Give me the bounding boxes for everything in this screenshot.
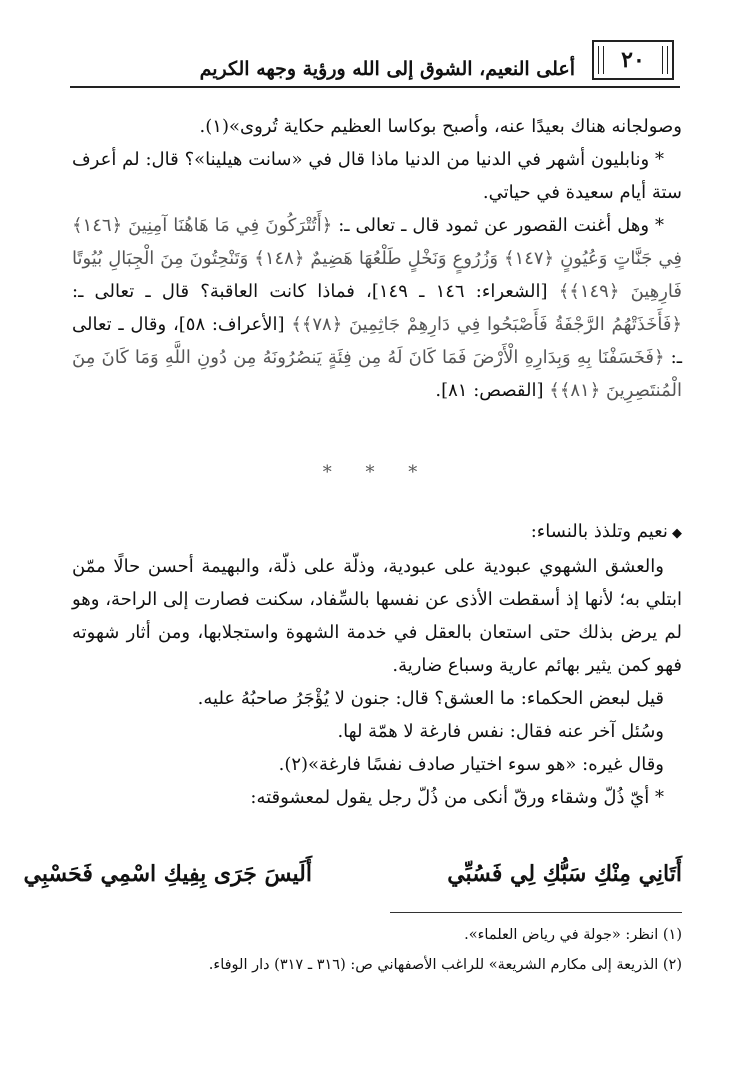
paragraph-humiliation: * أيّ ذُلّ وشقاء ورقّ أنكى من ذُلّ رجل يقول لمعشوقته: [250, 787, 664, 808]
paragraph-other: وقال غيره: «هو سوء اختيار صادف نفسًا فارغة»(٢). [278, 754, 664, 775]
footnote-2: (٢) الذريعة إلى مكارم الشريعة» للراغب الأصفهاني ص: (٣١٦ ـ ٣١٧) دار الوفاء. [208, 957, 682, 973]
section-title: ◆ نعيم وتلذذ بالنساء: [530, 521, 682, 542]
quran-verse-qasas: ﴿فَخَسَفْنَا بِهِ وَبِدَارِهِ الْأَرْضَ فَمَا كَانَ لَهُ مِن فِئَةٍ يَنصُرُونَهُ مِن دُونِ اللَّهِ وَمَا كَانَ مِنَ الْمُنتَصِرِينَ ﴿٨١﴾﴾ [72, 347, 682, 401]
page-header [70, 40, 680, 90]
running-title: أعلى النعيم، الشوق إلى الله ورؤية وجهه الكريم [199, 58, 575, 80]
footnotes [72, 920, 682, 980]
paragraph-thamud [72, 209, 682, 407]
reference-araf: [الأعراف: ٥٨]، وقال ـ تعالى ـ: [72, 314, 682, 368]
section-divider: * * * [322, 462, 432, 483]
footnote-1: (١) انظر: «جولة في رياض العلماء». [464, 927, 682, 943]
poem-hemistich-first: أَتَانِي مِنْكِ سَبُّكِ لِي فَسُبِّي [447, 861, 682, 887]
reference-qasas: [القصص: ٨١]. [435, 380, 550, 401]
poem-hemistich-second: أَلَيسَ جَرَى بِفِيكِ اسْمِي فَحَسْبِي [23, 861, 312, 887]
paragraph-asked: وسُئل آخر عنه فقال: نفس فارغة لا همّة لها. [337, 721, 664, 742]
thamud-intro: * وهل أغنت القصور عن ثمود قال ـ تعالى ـ: [332, 215, 664, 236]
paragraph-bokassa: وصولجانه هناك بعيدًا عنه، وأصبح بوكاسا العظيم حكاية تُروى»(١). [199, 116, 682, 137]
reference-shuara: [الشعراء: ١٤٦ ـ ١٤٩]، فماذا كانت العاقبة؟ قال ـ تعالى ـ: [72, 281, 559, 302]
paragraph-sages: قيل لبعض الحكماء: ما العشق؟ قال: جنون لا يُؤْجَرُ صاحبُهُ عليه. [197, 688, 664, 709]
main-text [72, 110, 682, 407]
quran-verse-shuara: ﴿أَتُتْرَكُونَ فِي مَا هَاهُنَا آمِنِينَ ﴿١٤٦﴾ فِي جَنَّاتٍ وَعُيُونٍ ﴿١٤٧﴾ وَزُرُوعٍ وَنَخْلٍ طَلْعُهَا هَضِيمٌ ﴿١٤٨﴾ وَتَنْحِتُونَ مِنَ الْجِبَالِ بُيُوتًا فَارِهِينَ ﴿١٤٩﴾﴾ [72, 215, 682, 302]
page-number-box [592, 40, 674, 80]
header-rule [70, 86, 680, 88]
paragraph-passion: والعشق الشهوي عبودية على عبودية، وذلّة على ذلّة، والبهيمة أحسن حالًا ممّن ابتلي به؛ لأنها إذ أسقطت الأذى عن نفسها بالسِّفاد، سكنت فصارت إلى الراحة، وهو لم يرض بذلك حتى استعان بالعقل في خدمة الشهوة واستجلابها، ومن أثار شهوته فهو كمن يثير بهائم عارية وسباع ضارية. [72, 556, 682, 676]
footnote-rule [390, 912, 682, 913]
bullet-icon: ◆ [667, 526, 682, 541]
page-number: ٢٠ [621, 47, 645, 73]
section-women [72, 515, 682, 814]
paragraph-napoleon: * ونابليون أشهر في الدنيا من الدنيا ماذا قال في «سانت هيلينا»؟ قال: لم أعرف ستة أيام سعيدة في حياتي. [72, 149, 682, 203]
quran-verse-araf: ﴿فَأَخَذَتْهُمُ الرَّجْفَةُ فَأَصْبَحُوا فِي دَارِهِمْ جَاثِمِينَ ﴿٧٨﴾﴾ [291, 314, 682, 335]
